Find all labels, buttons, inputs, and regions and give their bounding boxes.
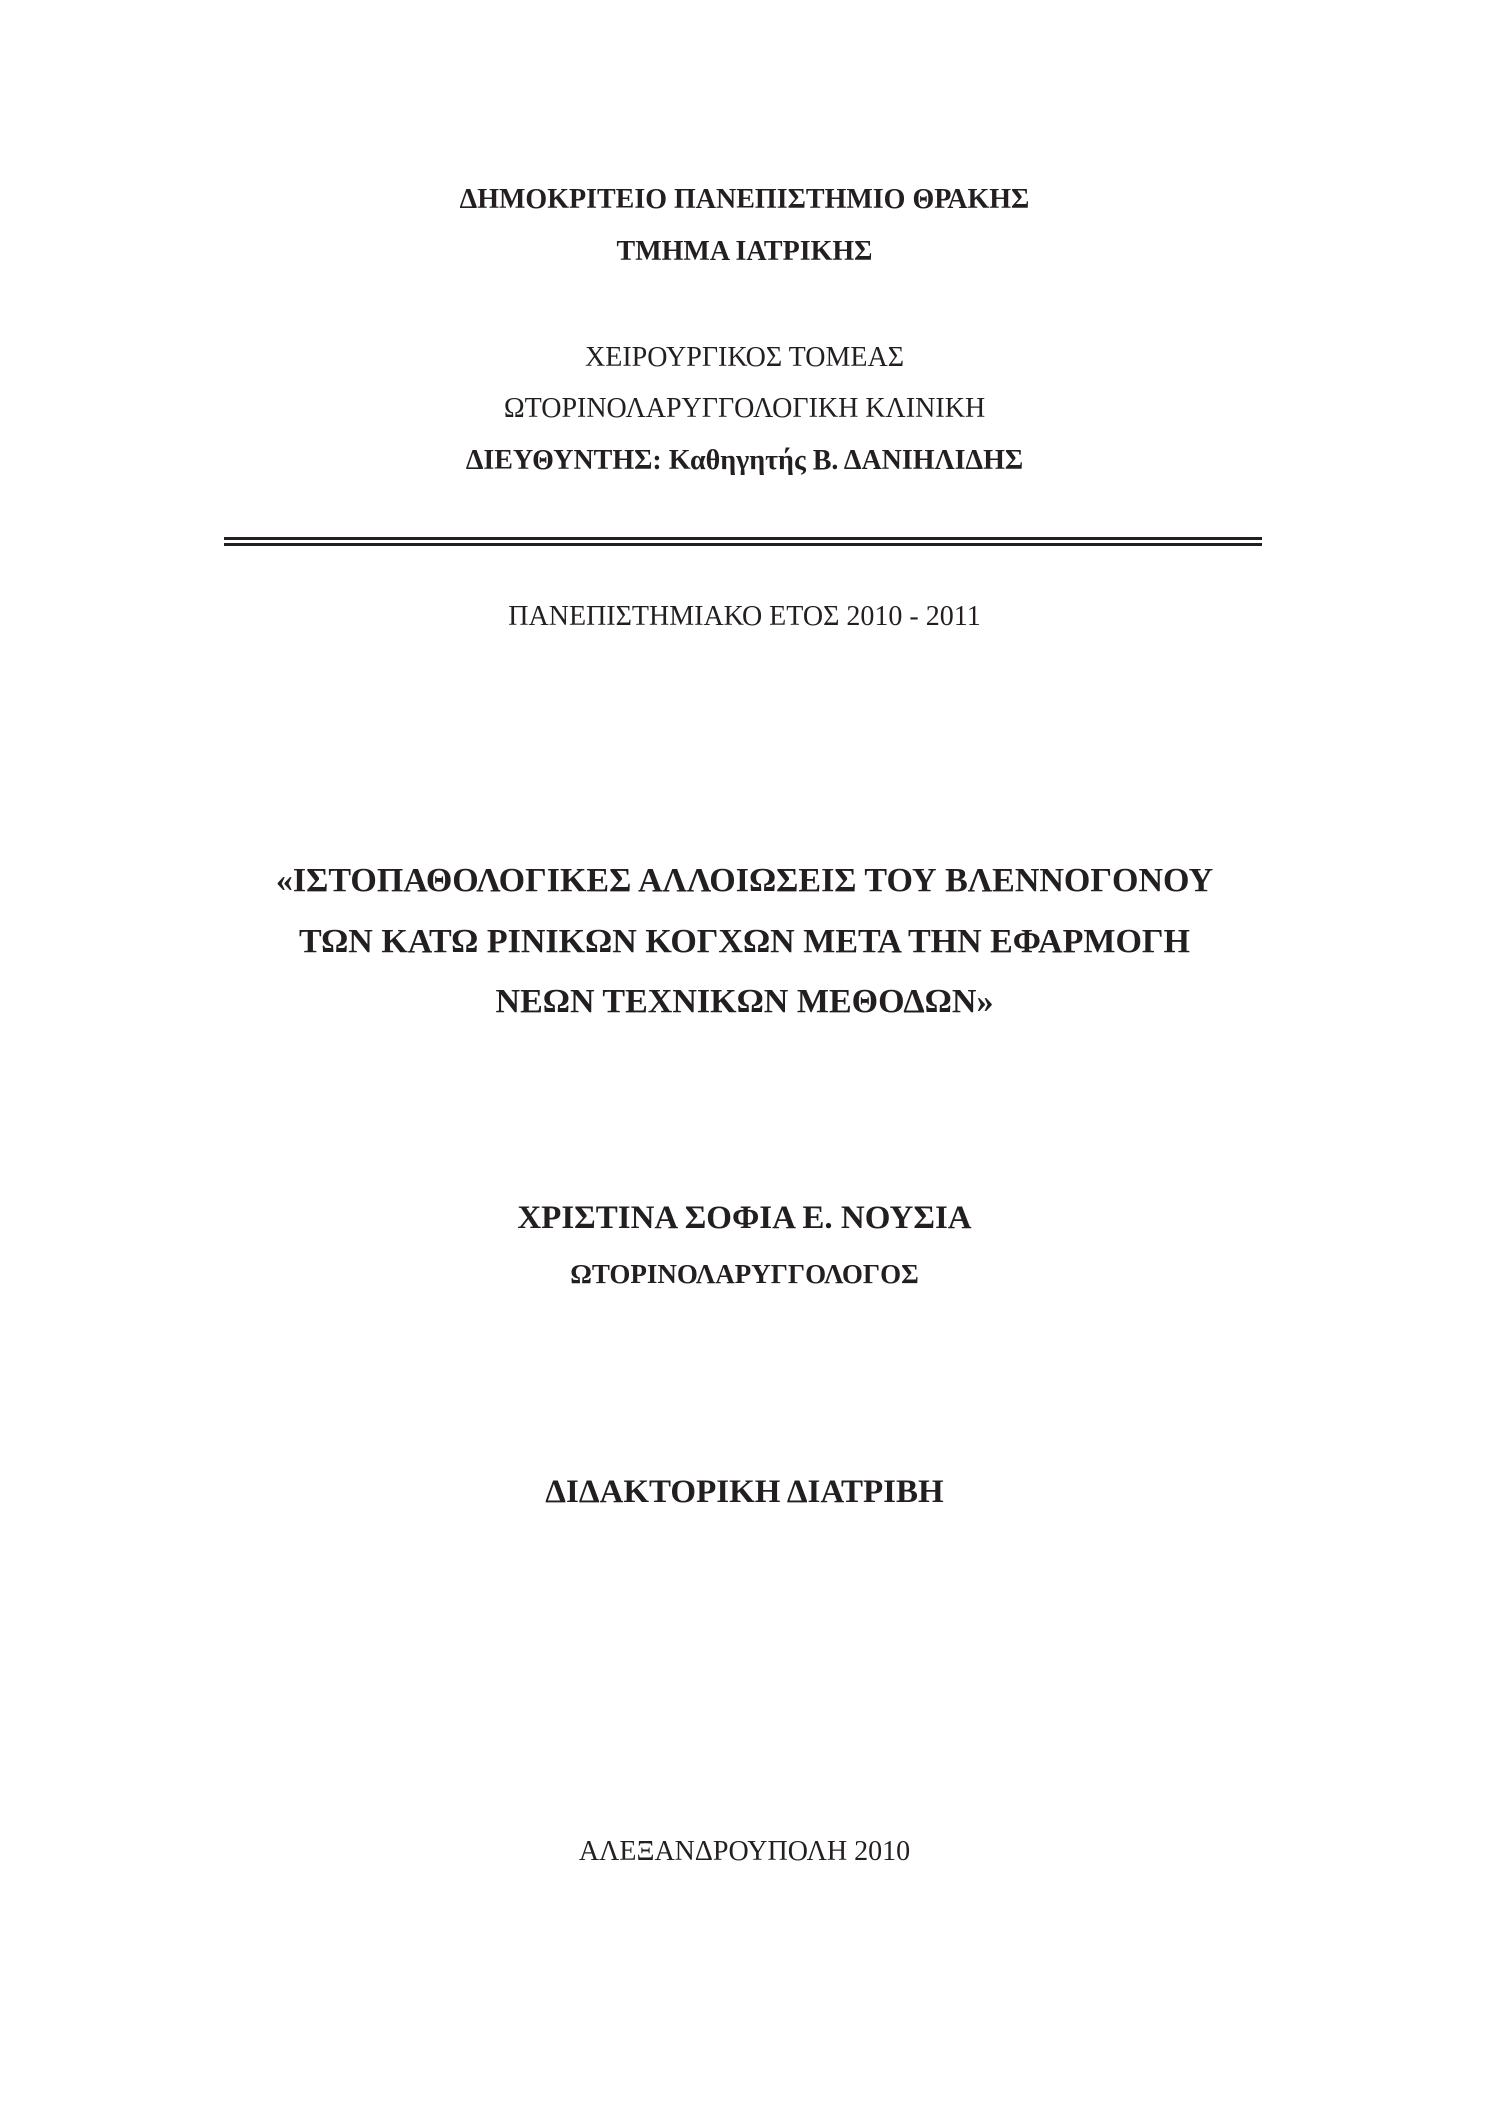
sector-name: ΧΕΙΡΟΥΡΓΙΚΟΣ ΤΟΜΕΑΣ <box>585 342 904 373</box>
divider-rule-bottom <box>224 543 1262 546</box>
university-name: ΔΗΜΟΚΡΙΤΕΙΟ ΠΑΝΕΠΙΣΤΗΜΙΟ ΘΡΑΚΗΣ <box>459 184 1030 215</box>
department-name: ΤΜΗΜΑ ΙΑΤΡΙΚΗΣ <box>616 236 873 267</box>
place-and-year: ΑΛΕΞΑΝΔΡΟΥΠΟΛΗ 2010 <box>578 1836 911 1867</box>
document-type: ΔΙΔΑΚΤΟΡΙΚΗ ΔΙΑΤΡΙΒΗ <box>545 1474 944 1510</box>
clinic-name: ΩΤΟΡΙΝΟΛΑΡΥΓΓΟΛΟΓΙΚΗ ΚΛΙΝΙΚΗ <box>503 393 986 424</box>
thesis-title-line-3: ΝΕΩΝ ΤΕΧΝΙΚΩΝ ΜΕΘΟΔΩΝ» <box>495 983 994 1020</box>
divider-rule-top <box>224 537 1262 540</box>
clinic-director: ΔΙΕΥΘΥΝΤΗΣ: Καθηγητής Β. ΔΑΝΙΗΛΙΔΗΣ <box>465 445 1024 476</box>
academic-year: ΠΑΝΕΠΙΣΤΗΜΙΑΚΟ ΕΤΟΣ 2010 - 2011 <box>508 601 981 632</box>
thesis-title-line-1: «ΙΣΤΟΠΑΘΟΛΟΓΙΚΕΣ ΑΛΛΟΙΩΣΕΙΣ ΤΟΥ ΒΛΕΝΝΟΓΟΝΟΥ <box>275 862 1214 899</box>
author-name: ΧΡΙΣΤΙΝΑ ΣΟΦΙΑ Ε. ΝΟΥΣΙΑ <box>517 1200 972 1236</box>
thesis-title-line-2: ΤΩΝ ΚΑΤΩ ΡΙΝΙΚΩΝ ΚΟΓΧΩΝ ΜΕΤΑ ΤΗΝ ΕΦΑΡΜΟΓΗ <box>299 923 1190 960</box>
author-specialty: ΩΤΟΡΙΝΟΛΑΡΥΓΓΟΛΟΓΟΣ <box>570 1259 919 1289</box>
